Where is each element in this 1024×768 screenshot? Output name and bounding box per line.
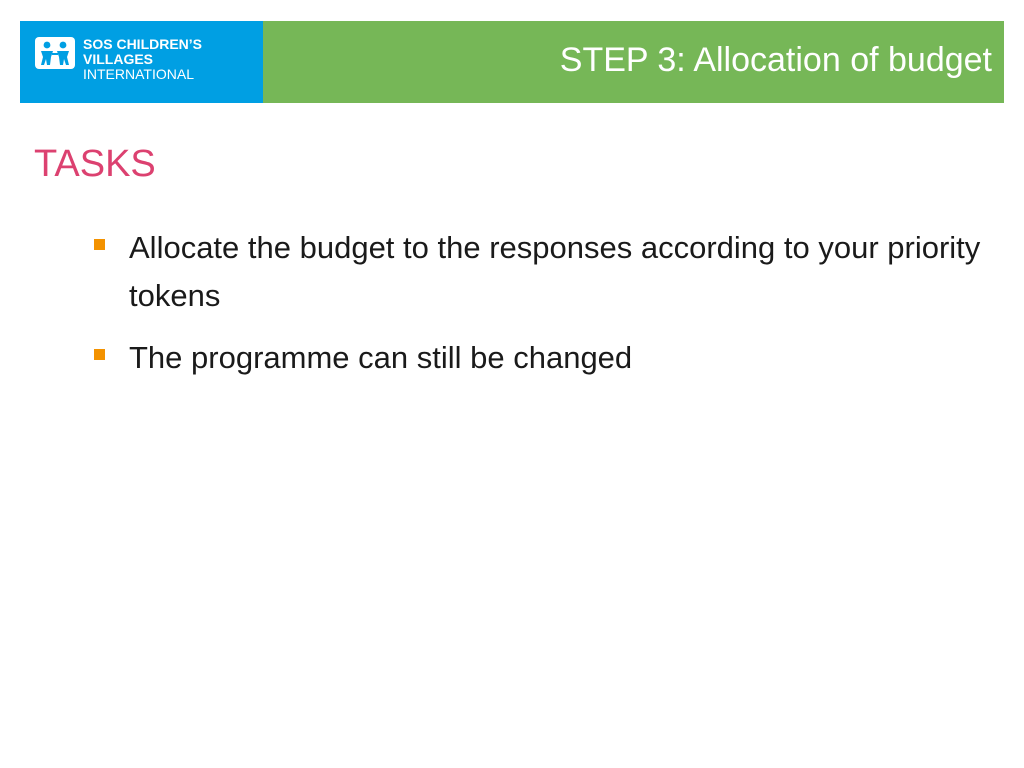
bullet-text: The programme can still be changed	[129, 340, 633, 375]
logo-line-3: INTERNATIONAL	[83, 66, 194, 82]
logo	[20, 21, 263, 103]
logo-wordmark	[83, 37, 202, 82]
slide-title: STEP 3: Allocation of budget	[559, 41, 992, 79]
slide-header	[20, 21, 1004, 103]
square-bullet-icon	[94, 349, 105, 360]
sos-children-emblem-icon	[35, 37, 75, 69]
logo-line-2: VILLAGES	[83, 51, 154, 67]
tasks-heading: TASKS	[34, 143, 156, 185]
logo-line-1: SOS CHILDREN’S	[83, 36, 203, 52]
bullet-text: Allocate the budget to the responses according to your priority tokens	[129, 230, 981, 313]
square-bullet-icon	[94, 239, 105, 250]
title-bar	[263, 21, 1004, 103]
bullet-item	[92, 334, 1012, 382]
bullet-item	[92, 224, 1012, 320]
bullet-list	[92, 224, 1012, 396]
